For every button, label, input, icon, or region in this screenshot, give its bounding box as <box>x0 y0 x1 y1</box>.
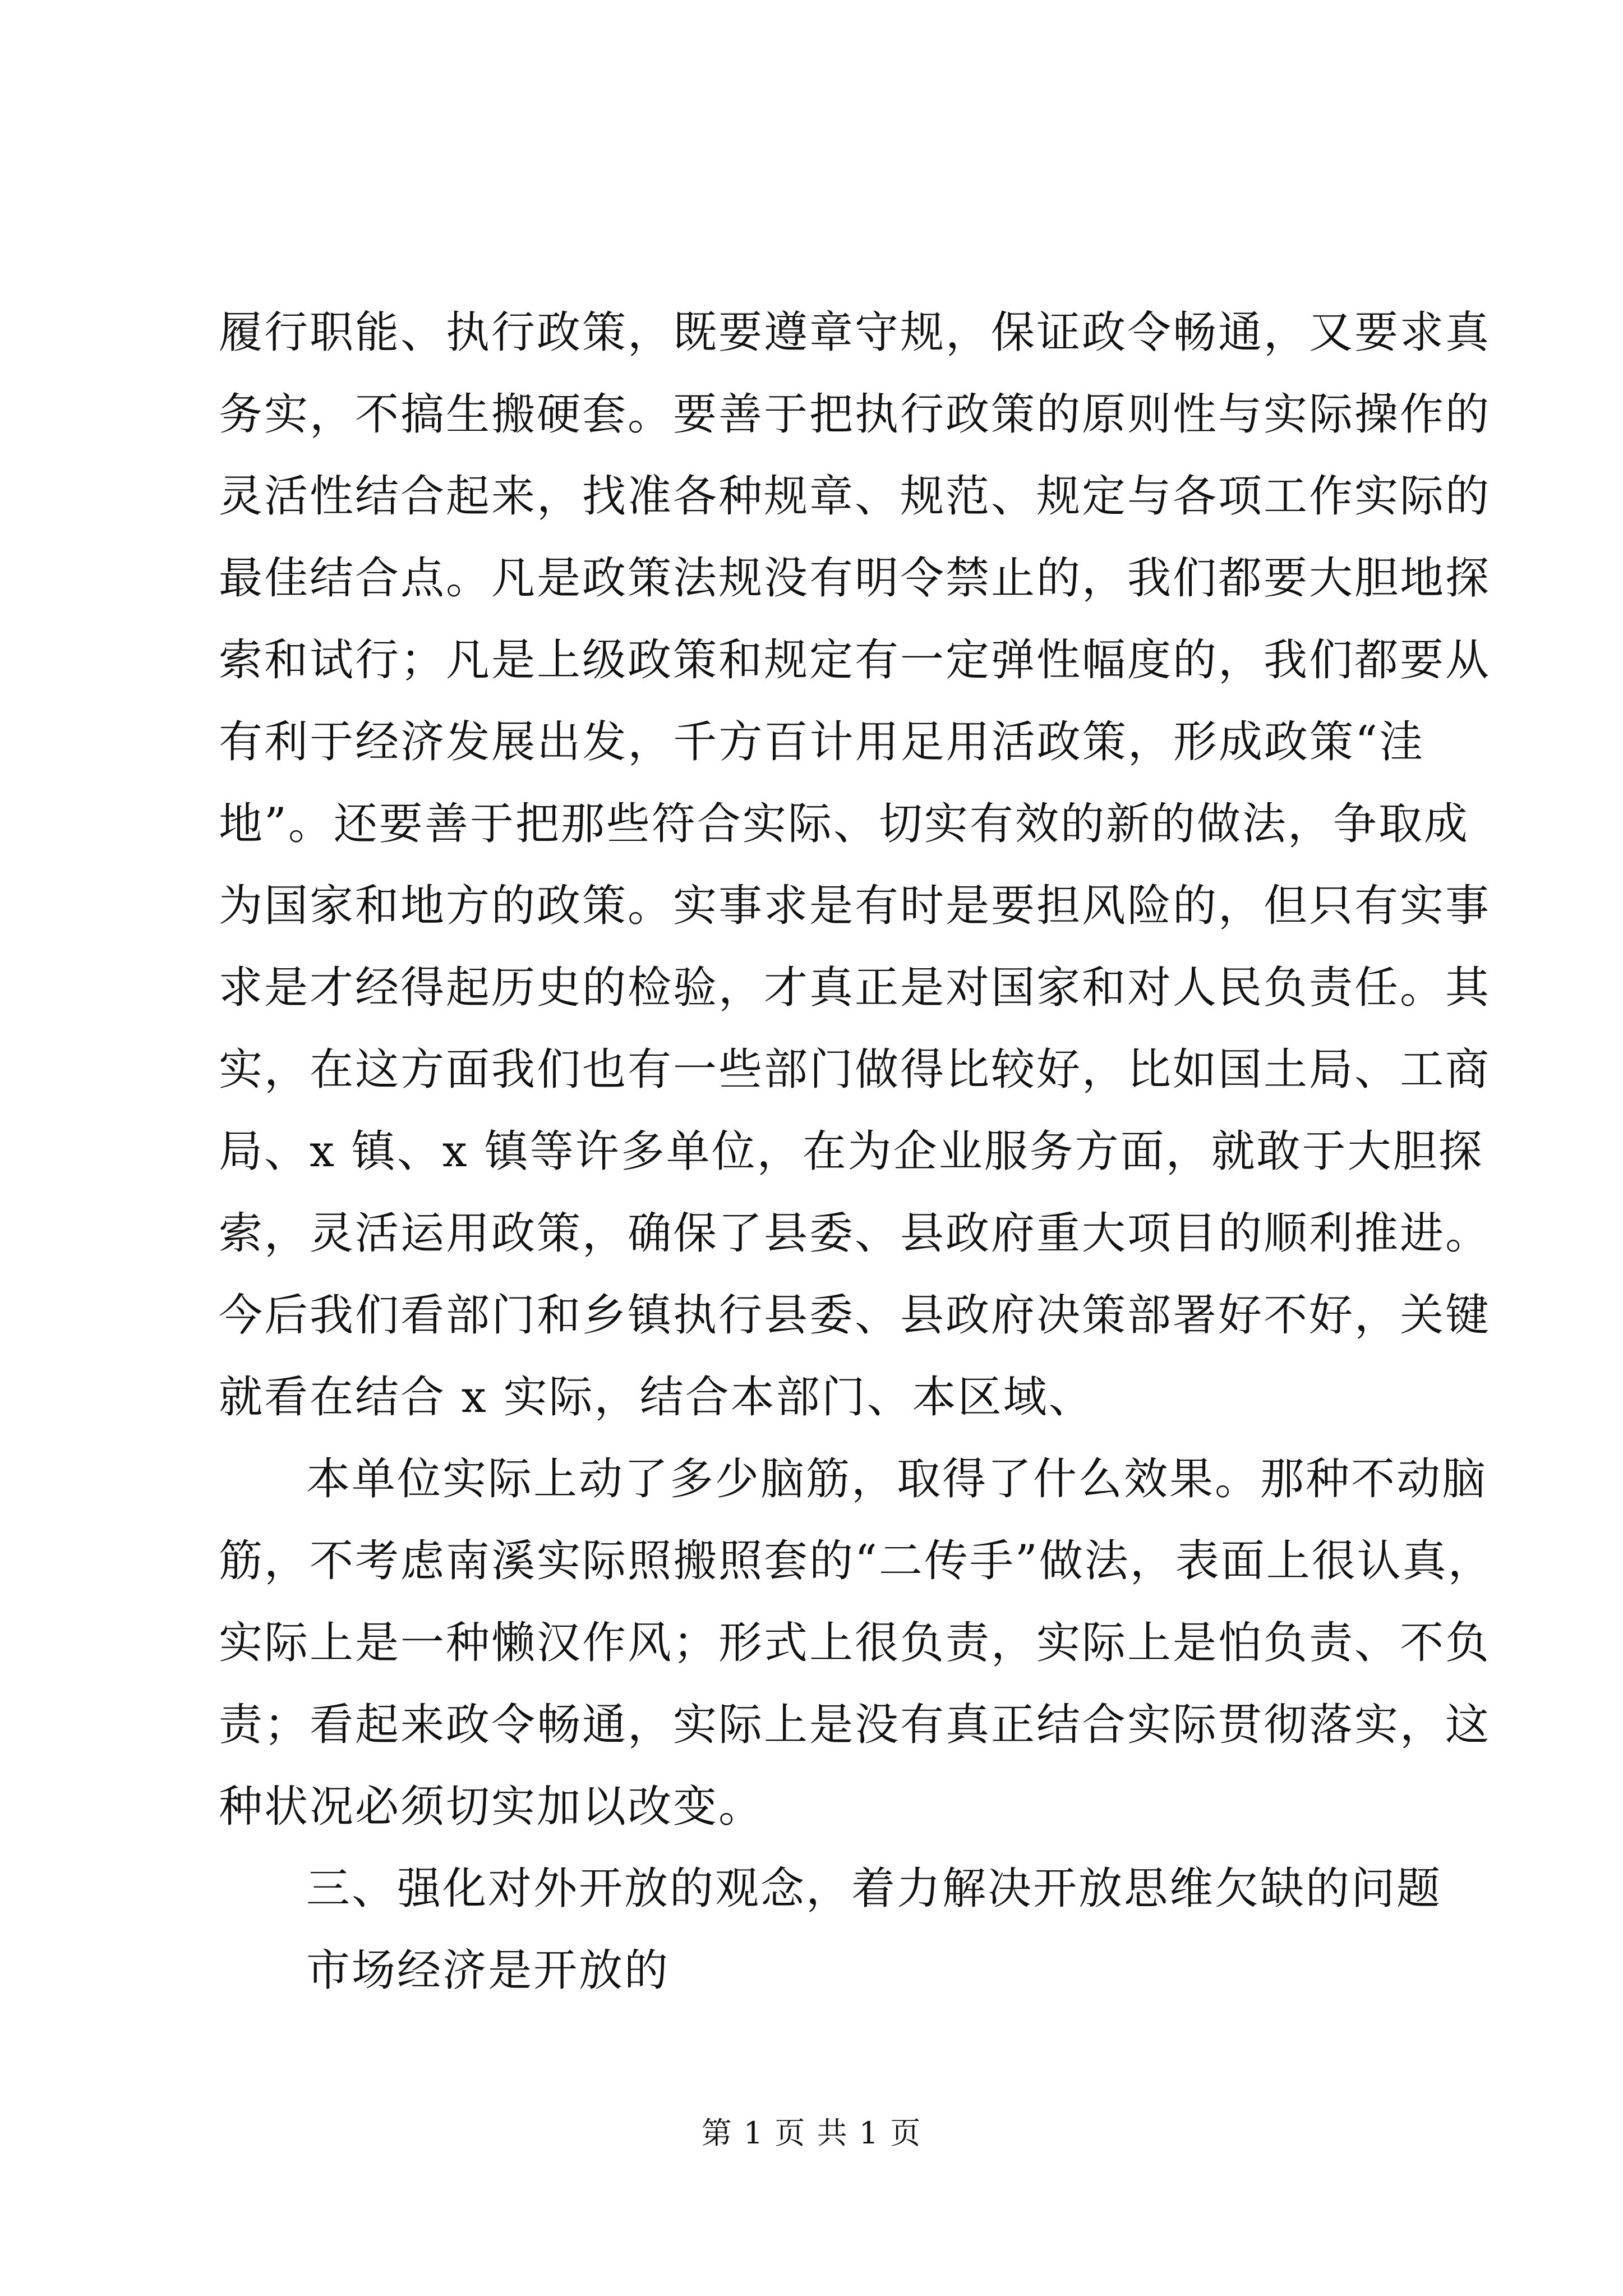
document-body <box>219 292 1493 2012</box>
text-line: 索，灵活运用政策，确保了县委、县政府重大项目的顺利推进。 <box>219 1208 1491 1259</box>
section-heading: 三、强化对外开放的观念，着力解决开放思维欠缺的问题 <box>306 1864 1442 1914</box>
text-line: 索和试行；凡是上级政策和规定有一定弹性幅度的，我们都要从 <box>219 635 1491 685</box>
text-line: 今后我们看部门和乡镇执行县委、县政府决策部署好不好，关键 <box>219 1290 1491 1341</box>
text-line: 市场经济是开放的 <box>306 1945 670 1996</box>
text-line: 实际上是一种懒汉作风；形式上很负责，实际上是怕负责、不负 <box>219 1618 1491 1668</box>
text-line: 就看在结合 x 实际，结合本部门、本区域、 <box>219 1372 1094 1423</box>
text-line: 为国家和地方的政策。实事求是有时是要担风险的，但只有实事 <box>219 881 1491 931</box>
text-line: 本单位实际上动了多少脑筋，取得了什么效果。那种不动脑 <box>306 1454 1488 1504</box>
text-line: 最佳结合点。凡是政策法规没有明令禁止的，我们都要大胆地探 <box>219 553 1491 604</box>
text-line: 筋，不考虑南溪实际照搬照套的“二传手”做法，表面上很认真， <box>219 1536 1493 1586</box>
text-line: 求是才经得起历史的检验，才真正是对国家和对人民负责任。其 <box>219 963 1491 1013</box>
text-line: 实，在这方面我们也有一些部门做得比较好，比如国土局、工商 <box>219 1045 1491 1095</box>
page-footer: 第 1 页 共 1 页 <box>701 2115 922 2151</box>
text-line: 灵活性结合起来，找准各种规章、规范、规定与各项工作实际的 <box>219 471 1491 522</box>
text-line: 务实，不搞生搬硬套。要善于把执行政策的原则性与实际操作的 <box>219 389 1491 440</box>
text-line: 责；看起来政令畅通，实际上是没有真正结合实际贯彻落实，这 <box>219 1700 1491 1750</box>
text-line: 有利于经济发展出发，千方百计用足用活政策，形成政策“洼 <box>219 717 1424 767</box>
text-line: 履行职能、执行政策，既要遵章守规，保证政令畅通，又要求真 <box>219 307 1491 358</box>
text-line: 种状况必须切实加以改变。 <box>219 1782 764 1832</box>
text-line: 局、x 镇、x 镇等许多单位，在为企业服务方面，就敢于大胆探 <box>219 1126 1484 1177</box>
text-line: 地”。还要善于把那些符合实际、切实有效的新的做法，争取成 <box>219 799 1469 849</box>
